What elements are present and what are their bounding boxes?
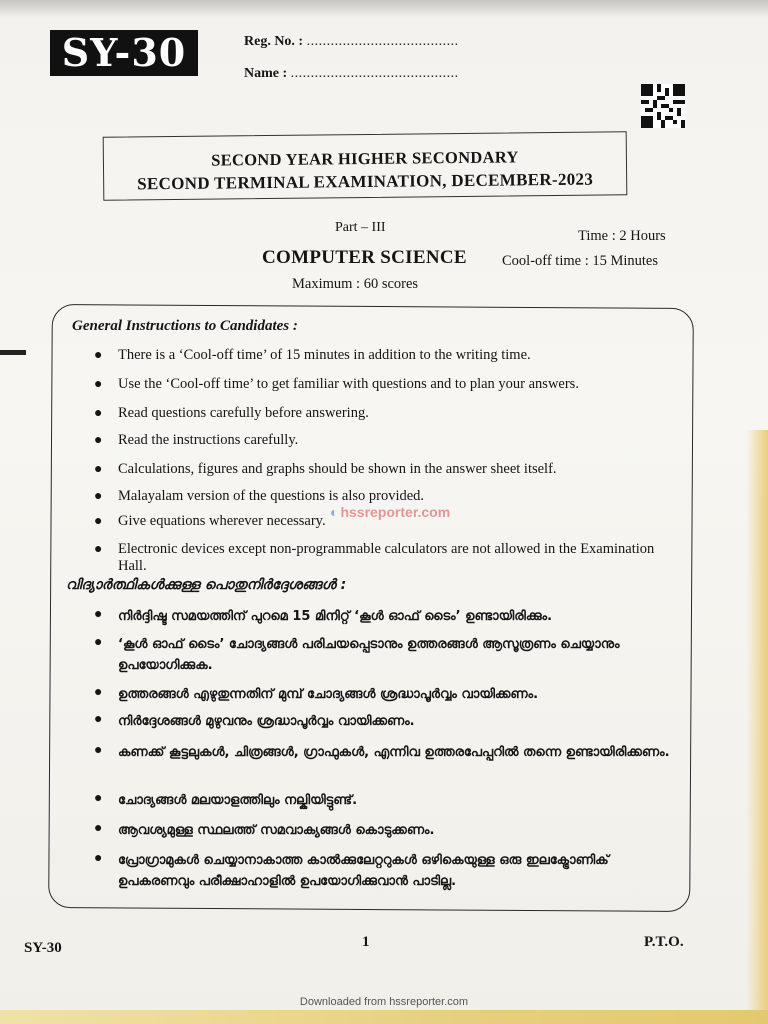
name-dots: .......................................... — [290, 66, 459, 81]
malayalam-instruction-item: ● പ്രോഗ്രാമുകൾ ചെയ്യാനാകാത്ത കാൽക്കുലേറ്ററുകൾ ഒഴികെയുള്ള ഒരു ഇലക്ട്രോണിക് ഉപകരണവും പരീക്ഷാഹാളിൽ ഉപയോഗിക്കുവാൻ പാടില്ല. — [94, 851, 609, 889]
maximum-score: Maximum : 60 scores — [292, 276, 419, 292]
instruction-item: ● Electronic devices except non-programmable calculators are not allowed in the Examination Hall. — [94, 541, 655, 574]
exam-title-box — [103, 131, 628, 200]
bottom-strip — [0, 1010, 768, 1024]
instruction-item: ● Calculations, figures and graphs should be shown in the answer sheet itself. — [94, 461, 557, 477]
bullet-icon: ● — [94, 743, 103, 758]
bullet-icon: ● — [94, 791, 103, 806]
bullet-icon: ● — [94, 489, 103, 504]
bullet-icon: ● — [94, 406, 103, 421]
exam-title-line-1: SECOND YEAR HIGHER SECONDARY — [211, 147, 519, 170]
bullet-icon: ● — [94, 821, 103, 836]
top-shadow — [0, 0, 768, 18]
globe-icon: ◐ — [330, 504, 339, 520]
bullet-icon: ● — [94, 514, 103, 529]
name-label: Name : — [244, 66, 288, 81]
download-source-note: Downloaded from hssreporter.com — [299, 996, 469, 1008]
qr-code-icon — [641, 84, 685, 128]
bullet-icon: ● — [94, 712, 103, 727]
page-number: 1 — [362, 934, 370, 950]
reg-no-dots: ...................................... — [306, 34, 459, 49]
instruction-item: ● Read the instructions carefully. — [94, 432, 299, 448]
margin-mark — [0, 350, 26, 355]
malayalam-instruction-item: ● നിർദ്ദിഷ്ട സമയത്തിന് പുറമെ 15 മിനിറ്റ് ‘കൂൾ ഓഫ് ടൈം’ ഉണ്ടായിരിക്കും. — [94, 607, 553, 624]
instruction-item: ● Use the ‘Cool-off time’ to get familiar with questions and to plan your answers. — [94, 376, 579, 392]
bullet-icon: ● — [94, 851, 103, 866]
bullet-icon: ● — [94, 635, 103, 650]
bullet-icon: ● — [94, 685, 103, 700]
footer-question-code: SY-30 — [24, 940, 62, 956]
exam-title-line-2: SECOND TERMINAL EXAMINATION, DECEMBER-2023 — [137, 169, 594, 194]
exam-subject: COMPUTER SCIENCE — [262, 247, 467, 268]
malayalam-instructions-heading: വിദ്യാർത്ഥികൾക്കുള്ള പൊതുനിർദ്ദേശങ്ങൾ : — [66, 577, 347, 593]
bullet-icon: ● — [94, 433, 103, 448]
malayalam-instruction-item: ● നിർദ്ദേശങ്ങൾ മുഴുവനും ശ്രദ്ധാപൂർവ്വം വായിക്കണം. — [94, 712, 415, 729]
instruction-item: ● There is a ‘Cool-off time’ of 15 minutes in addition to the writing time. — [94, 347, 531, 363]
watermark: ◐ hssreporter.com — [330, 504, 451, 520]
question-code-badge: SY-30 — [50, 30, 198, 76]
malayalam-instruction-item: ● ‘കൂൾ ഓഫ് ടൈം’ ചോദ്യങ്ങൾ പരിചയപ്പെടാനും ഉത്തരങ്ങൾ ആസൂത്രണം ചെയ്യാനും ഉപയോഗിക്കുക. — [94, 635, 620, 673]
instruction-item: ● Malayalam version of the questions is also provided. — [94, 488, 425, 504]
bullet-icon: ● — [94, 348, 103, 363]
instruction-item: ● Read questions carefully before answering. — [94, 405, 369, 421]
bullet-icon: ● — [94, 462, 103, 477]
instructions-heading: General Instructions to Candidates : — [72, 318, 298, 334]
instruction-item: ● Give equations wherever necessary. — [94, 513, 326, 529]
bullet-icon: ● — [94, 377, 103, 392]
malayalam-instruction-item: ● കണക്ക് കൂട്ടലുകൾ, ചിത്രങ്ങൾ, ഗ്രാഫുകൾ, എന്നിവ ഉത്തരപേപ്പറിൽ തന്നെ ഉണ്ടായിരിക്കണം. — [94, 743, 670, 760]
cooloff-time: Cool-off time : 15 Minutes — [502, 253, 659, 269]
exam-time: Time : 2 Hours — [578, 228, 666, 244]
name-line — [244, 66, 459, 82]
reg-no-label: Reg. No. : — [244, 34, 304, 49]
edge-strip — [746, 430, 768, 1024]
please-turn-over: P.T.O. — [644, 934, 684, 950]
exam-part: Part – III — [335, 220, 386, 235]
reg-no-line — [244, 34, 459, 50]
malayalam-instruction-item: ● ചോദ്യങ്ങൾ മലയാളത്തിലും നല്കിയിട്ടുണ്ട്. — [94, 791, 358, 808]
bullet-icon: ● — [94, 542, 103, 557]
bullet-icon: ● — [94, 607, 103, 622]
malayalam-instruction-item: ● ആവശ്യമുള്ള സ്ഥലത്ത് സമവാക്യങ്ങൾ കൊടുക്കണം. — [94, 821, 435, 838]
malayalam-instruction-item: ● ഉത്തരങ്ങൾ എഴുതുന്നതിന് മുമ്പ് ചോദ്യങ്ങൾ ശ്രദ്ധാപൂർവ്വം വായിക്കണം. — [94, 685, 539, 702]
